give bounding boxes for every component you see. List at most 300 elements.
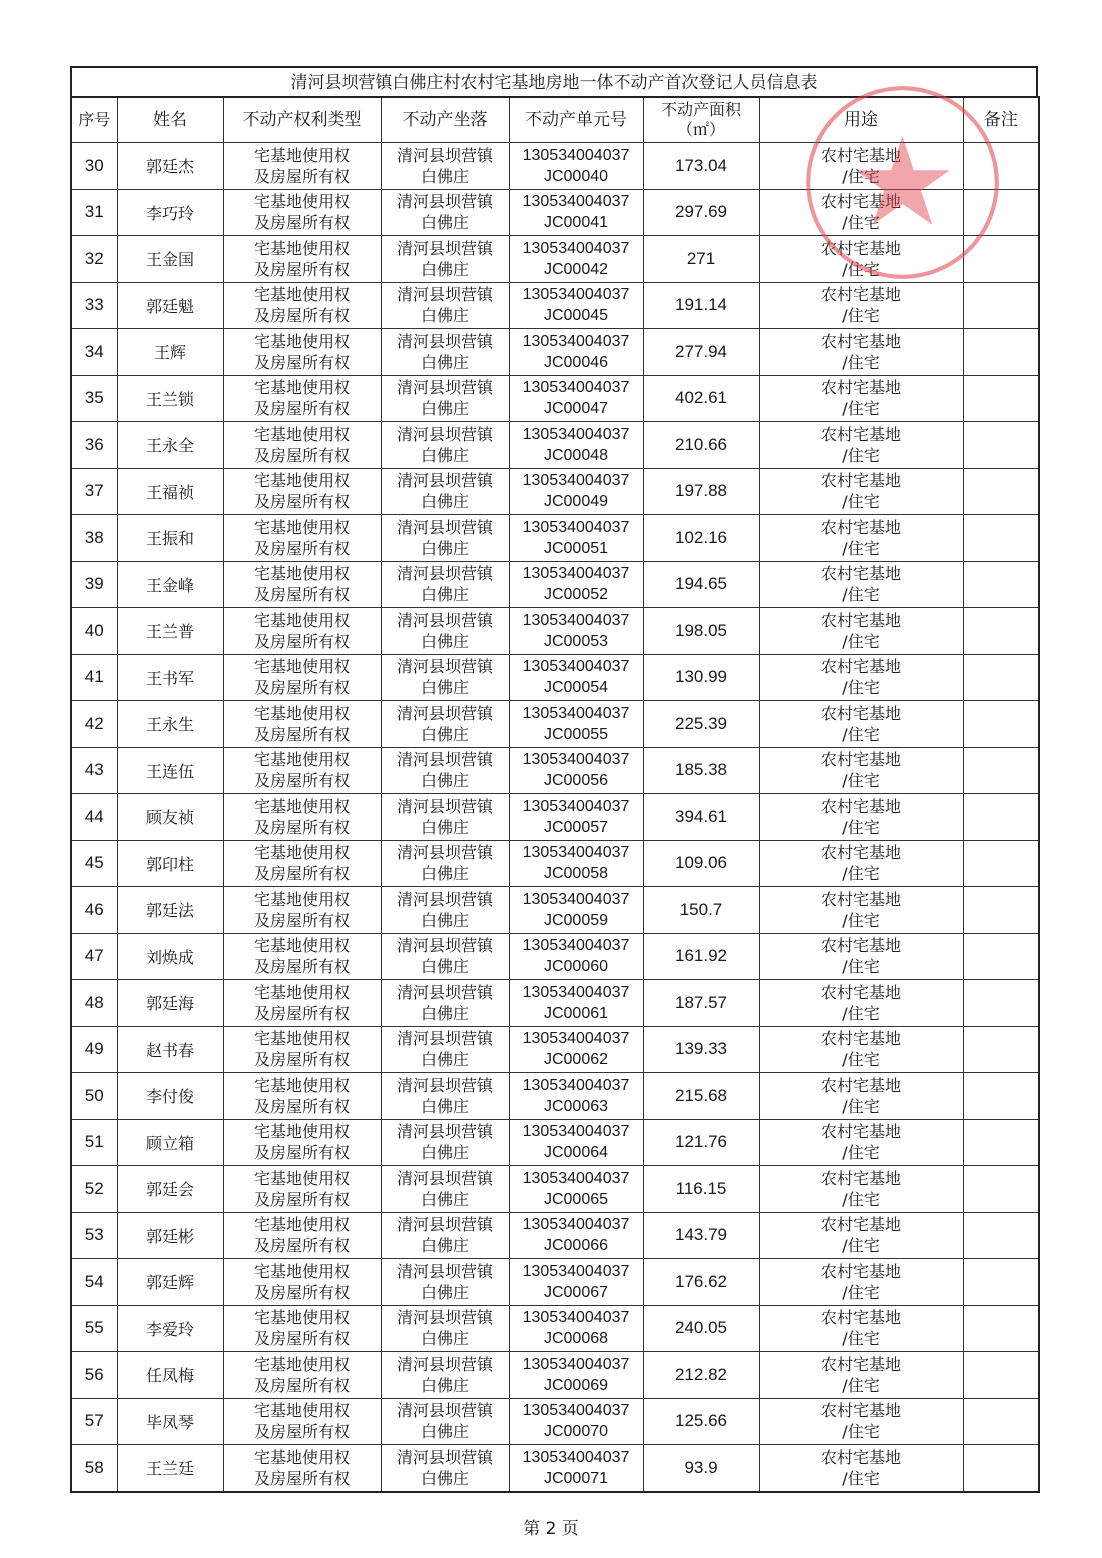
location-line: 清河县坝营镇 <box>396 1122 493 1142</box>
owner-name <box>117 1166 223 1213</box>
area <box>643 840 759 887</box>
right-type-line: 宅基地使用权 <box>253 285 350 305</box>
row-number-line: 32 <box>84 248 104 268</box>
area <box>643 1026 759 1073</box>
area-line: 116.15 <box>675 1178 727 1198</box>
usage-line: 农村宅基地 <box>820 1354 901 1374</box>
table-row <box>71 236 1039 283</box>
right-type-line: 宅基地使用权 <box>253 1215 350 1235</box>
usage-line: 农村宅基地 <box>820 610 901 630</box>
location-line: 白佛庄 <box>420 1468 469 1488</box>
row-number-line: 39 <box>84 574 104 594</box>
usage-line: 农村宅基地 <box>820 285 901 305</box>
area <box>643 282 759 329</box>
right-type-line: 宅基地使用权 <box>253 750 350 770</box>
unit-number-line: 130534004037 <box>522 1309 630 1327</box>
note <box>963 189 1039 236</box>
owner-name <box>117 980 223 1027</box>
note <box>963 282 1039 329</box>
usage <box>759 701 963 748</box>
owner-name <box>117 840 223 887</box>
usage-line: 农村宅基地 <box>820 1401 901 1421</box>
right-type-line: 宅基地使用权 <box>253 1308 350 1328</box>
right-type-line: 宅基地使用权 <box>253 378 350 398</box>
right-type-line: 宅基地使用权 <box>253 471 350 491</box>
right-type-line: 及房屋所有权 <box>253 1282 350 1302</box>
row-number-line: 33 <box>84 295 104 315</box>
location <box>381 794 509 841</box>
unit-number-line: 130534004037 <box>522 1076 630 1094</box>
usage-line: 农村宅基地 <box>820 424 901 444</box>
owner-name <box>117 375 223 422</box>
table-row <box>71 608 1039 655</box>
area <box>643 980 759 1027</box>
note <box>963 422 1039 469</box>
owner-name-line: 王辉 <box>153 343 186 363</box>
usage <box>759 1398 963 1445</box>
usage-line: 农村宅基地 <box>820 378 901 398</box>
usage-line: /住宅 <box>842 864 880 884</box>
area <box>643 1073 759 1120</box>
area-line: 121.76 <box>675 1132 727 1152</box>
unit-number <box>509 1166 643 1213</box>
usage <box>759 468 963 515</box>
right-type-line: 及房屋所有权 <box>253 864 350 884</box>
location <box>381 1073 509 1120</box>
owner-name <box>117 1119 223 1166</box>
unit-number-line: 130534004037 <box>522 146 630 164</box>
usage-line: 农村宅基地 <box>820 192 901 212</box>
header-right-type: 不动产权利类型 <box>223 97 381 143</box>
owner-name-line: 郭印柱 <box>145 854 194 874</box>
right-type-line: 宅基地使用权 <box>253 657 350 677</box>
area-line: 125.66 <box>675 1411 727 1431</box>
unit-number-line: 130534004037 <box>522 937 630 955</box>
usage-line: 农村宅基地 <box>820 843 901 863</box>
unit-number-line: JC00063 <box>543 1097 609 1115</box>
location-line: 白佛庄 <box>420 1003 469 1023</box>
owner-name-line: 郭廷辉 <box>145 1273 194 1293</box>
unit-number-line: JC00058 <box>543 865 609 883</box>
right-type <box>223 1259 381 1306</box>
unit-number <box>509 887 643 934</box>
table-row <box>71 375 1039 422</box>
row-number-line: 53 <box>84 1225 104 1245</box>
right-type-line: 宅基地使用权 <box>253 1354 350 1374</box>
row-number-line: 47 <box>84 946 104 966</box>
header-no: 序号 <box>71 97 117 143</box>
usage <box>759 933 963 980</box>
right-type-line: 宅基地使用权 <box>253 936 350 956</box>
area <box>643 608 759 655</box>
location <box>381 1305 509 1352</box>
row-number-line: 30 <box>84 155 104 175</box>
owner-name-line: 王金峰 <box>145 575 194 595</box>
owner-name <box>117 701 223 748</box>
location <box>381 468 509 515</box>
right-type-line: 宅基地使用权 <box>253 610 350 630</box>
row-number-line: 50 <box>84 1085 104 1105</box>
unit-number-line: 130534004037 <box>522 1123 630 1141</box>
table-row <box>71 701 1039 748</box>
location-line: 清河县坝营镇 <box>396 192 493 212</box>
area-line: 197.88 <box>675 481 727 501</box>
owner-name-line: 毕凤琴 <box>145 1412 194 1432</box>
usage-line: 农村宅基地 <box>820 517 901 537</box>
unit-number <box>509 236 643 283</box>
location <box>381 747 509 794</box>
table-row <box>71 189 1039 236</box>
row-number <box>71 143 117 190</box>
right-type <box>223 701 381 748</box>
usage-line: 农村宅基地 <box>820 750 901 770</box>
table-row <box>71 1352 1039 1399</box>
note <box>963 1026 1039 1073</box>
row-number <box>71 747 117 794</box>
location-line: 白佛庄 <box>420 352 469 372</box>
row-number-line: 55 <box>84 1318 104 1338</box>
row-number-line: 38 <box>84 527 104 547</box>
usage-line: /住宅 <box>842 538 880 558</box>
usage-line: 农村宅基地 <box>820 657 901 677</box>
owner-name <box>117 654 223 701</box>
owner-name <box>117 561 223 608</box>
right-type-line: 及房屋所有权 <box>253 445 350 465</box>
note <box>963 840 1039 887</box>
right-type-line: 及房屋所有权 <box>253 910 350 930</box>
area-line: 198.05 <box>675 620 727 640</box>
usage <box>759 747 963 794</box>
unit-number-line: JC00053 <box>543 632 609 650</box>
note <box>963 654 1039 701</box>
right-type-line: 宅基地使用权 <box>253 1168 350 1188</box>
location-line: 白佛庄 <box>420 166 469 186</box>
row-number <box>71 1073 117 1120</box>
location-line: 清河县坝营镇 <box>396 843 493 863</box>
right-type-line: 宅基地使用权 <box>253 192 350 212</box>
location <box>381 515 509 562</box>
usage-line: 农村宅基地 <box>820 145 901 165</box>
right-type-line: 及房屋所有权 <box>253 306 350 326</box>
location <box>381 1259 509 1306</box>
row-number-line: 57 <box>84 1411 104 1431</box>
area <box>643 329 759 376</box>
table-row <box>71 1305 1039 1352</box>
right-type-line: 及房屋所有权 <box>253 1189 350 1209</box>
right-type-line: 宅基地使用权 <box>253 517 350 537</box>
unit-number-line: 130534004037 <box>522 193 630 211</box>
registration-table <box>70 96 1040 1493</box>
row-number <box>71 561 117 608</box>
area-line: 150.7 <box>679 899 723 919</box>
unit-number-line: 130534004037 <box>522 1448 630 1466</box>
row-number <box>71 1305 117 1352</box>
location-line: 清河县坝营镇 <box>396 1261 493 1281</box>
right-type-line: 及房屋所有权 <box>253 1143 350 1163</box>
usage-line: /住宅 <box>842 1143 880 1163</box>
usage-line: /住宅 <box>842 1096 880 1116</box>
row-number-line: 37 <box>84 481 104 501</box>
row-number-line: 40 <box>84 620 104 640</box>
note <box>963 468 1039 515</box>
usage <box>759 1259 963 1306</box>
unit-number <box>509 1026 643 1073</box>
area-line: 191.14 <box>675 295 727 315</box>
area <box>643 1259 759 1306</box>
location-line: 清河县坝营镇 <box>396 796 493 816</box>
right-type <box>223 515 381 562</box>
area-line: 93.9 <box>684 1457 718 1477</box>
location <box>381 654 509 701</box>
owner-name <box>117 933 223 980</box>
owner-name-line: 王兰普 <box>145 622 194 642</box>
right-type <box>223 1212 381 1259</box>
location <box>381 701 509 748</box>
row-number <box>71 1352 117 1399</box>
location-line: 白佛庄 <box>420 585 469 605</box>
right-type-line: 及房屋所有权 <box>253 492 350 512</box>
area <box>643 1305 759 1352</box>
usage <box>759 515 963 562</box>
usage <box>759 1445 963 1492</box>
owner-name <box>117 1398 223 1445</box>
usage <box>759 887 963 934</box>
location-line: 清河县坝营镇 <box>396 285 493 305</box>
area <box>643 468 759 515</box>
location-line: 白佛庄 <box>420 957 469 977</box>
note <box>963 794 1039 841</box>
location-line: 白佛庄 <box>420 724 469 744</box>
row-number-line: 36 <box>84 434 104 454</box>
usage <box>759 1026 963 1073</box>
right-type <box>223 1305 381 1352</box>
table-row <box>71 282 1039 329</box>
unit-number <box>509 701 643 748</box>
owner-name-line: 郭廷魁 <box>145 296 194 316</box>
usage-line: /住宅 <box>842 957 880 977</box>
location-line: 清河县坝营镇 <box>396 1401 493 1421</box>
location <box>381 375 509 422</box>
owner-name-line: 顾友祯 <box>145 808 194 828</box>
location <box>381 1398 509 1445</box>
area-line: 212.82 <box>675 1364 727 1384</box>
unit-number <box>509 1398 643 1445</box>
owner-name-line: 顾立箱 <box>145 1133 194 1153</box>
header-row <box>71 97 1039 143</box>
unit-number-line: JC00068 <box>543 1330 609 1348</box>
usage-line: 农村宅基地 <box>820 1122 901 1142</box>
owner-name <box>117 747 223 794</box>
location-line: 清河县坝营镇 <box>396 471 493 491</box>
owner-name <box>117 329 223 376</box>
location <box>381 282 509 329</box>
unit-number-line: JC00047 <box>543 400 609 418</box>
table-row <box>71 1259 1039 1306</box>
usage <box>759 422 963 469</box>
note <box>963 747 1039 794</box>
owner-name <box>117 1305 223 1352</box>
area-line: 277.94 <box>675 341 727 361</box>
row-number <box>71 375 117 422</box>
usage <box>759 282 963 329</box>
row-number <box>71 236 117 283</box>
area <box>643 189 759 236</box>
unit-number-line: JC00062 <box>543 1051 609 1069</box>
unit-number <box>509 840 643 887</box>
usage-line: /住宅 <box>842 399 880 419</box>
note <box>963 1398 1039 1445</box>
location-line: 白佛庄 <box>420 1375 469 1395</box>
unit-number-line: 130534004037 <box>522 332 630 350</box>
location <box>381 840 509 887</box>
area <box>643 561 759 608</box>
row-number-line: 54 <box>84 1271 104 1291</box>
usage-line: /住宅 <box>842 492 880 512</box>
unit-number-line: JC00045 <box>543 307 609 325</box>
right-type <box>223 747 381 794</box>
row-number <box>71 1166 117 1213</box>
right-type <box>223 329 381 376</box>
usage-line: /住宅 <box>842 1329 880 1349</box>
usage-line: /住宅 <box>842 631 880 651</box>
area-line: 215.68 <box>675 1085 727 1105</box>
table-row <box>71 1445 1039 1492</box>
row-number <box>71 1212 117 1259</box>
unit-number <box>509 1305 643 1352</box>
document-sheet <box>70 66 1038 1493</box>
usage-line: 农村宅基地 <box>820 331 901 351</box>
owner-name <box>117 189 223 236</box>
owner-name <box>117 794 223 841</box>
owner-name <box>117 515 223 562</box>
owner-name-line: 王书军 <box>145 668 194 688</box>
location <box>381 189 509 236</box>
owner-name-line: 王振和 <box>145 529 194 549</box>
note <box>963 375 1039 422</box>
owner-name <box>117 143 223 190</box>
unit-number-line: JC00056 <box>543 772 609 790</box>
right-type-line: 宅基地使用权 <box>253 1122 350 1142</box>
header-note: 备注 <box>963 97 1039 143</box>
location <box>381 887 509 934</box>
right-type-line: 及房屋所有权 <box>253 1050 350 1070</box>
unit-number <box>509 143 643 190</box>
row-number-line: 43 <box>84 760 104 780</box>
note <box>963 515 1039 562</box>
usage <box>759 980 963 1027</box>
location-line: 白佛庄 <box>420 213 469 233</box>
header-area: 不动产面积（㎡） <box>643 97 759 143</box>
usage-line: /住宅 <box>842 585 880 605</box>
row-number <box>71 515 117 562</box>
note <box>963 329 1039 376</box>
row-number-line: 56 <box>84 1364 104 1384</box>
owner-name-line: 王福祯 <box>145 482 194 502</box>
unit-number-line: 130534004037 <box>522 844 630 862</box>
unit-number-line: 130534004037 <box>522 1355 630 1373</box>
header-unit-no: 不动产单元号 <box>509 97 643 143</box>
usage-line: 农村宅基地 <box>820 1168 901 1188</box>
unit-number-line: 130534004037 <box>522 1169 630 1187</box>
usage-line: 农村宅基地 <box>820 471 901 491</box>
location <box>381 1352 509 1399</box>
right-type-line: 宅基地使用权 <box>253 889 350 909</box>
area-line: 210.66 <box>675 434 727 454</box>
row-number-line: 31 <box>84 202 104 222</box>
area-line: 194.65 <box>675 574 727 594</box>
usage-line: /住宅 <box>842 817 880 837</box>
usage-line: /住宅 <box>842 306 880 326</box>
unit-number <box>509 1445 643 1492</box>
area <box>643 747 759 794</box>
right-type-line: 及房屋所有权 <box>253 1003 350 1023</box>
location-line: 清河县坝营镇 <box>396 517 493 537</box>
right-type-line: 宅基地使用权 <box>253 145 350 165</box>
unit-number <box>509 933 643 980</box>
header-location: 不动产坐落 <box>381 97 509 143</box>
unit-number-line: 130534004037 <box>522 472 630 490</box>
location-line: 白佛庄 <box>420 1189 469 1209</box>
unit-number <box>509 794 643 841</box>
right-type <box>223 1026 381 1073</box>
location <box>381 143 509 190</box>
location-line: 白佛庄 <box>420 864 469 884</box>
right-type-line: 宅基地使用权 <box>253 1029 350 1049</box>
right-type-line: 及房屋所有权 <box>253 771 350 791</box>
row-number <box>71 282 117 329</box>
location-line: 清河县坝营镇 <box>396 145 493 165</box>
usage-line: /住宅 <box>842 352 880 372</box>
usage <box>759 375 963 422</box>
owner-name-line: 李巧玲 <box>145 203 194 223</box>
row-number <box>71 329 117 376</box>
right-type-line: 宅基地使用权 <box>253 331 350 351</box>
unit-number <box>509 1073 643 1120</box>
unit-number-line: JC00040 <box>543 167 609 185</box>
unit-number-line: JC00065 <box>543 1190 609 1208</box>
table-row <box>71 980 1039 1027</box>
unit-number-line: JC00069 <box>543 1376 609 1394</box>
location-line: 白佛庄 <box>420 259 469 279</box>
right-type-line: 及房屋所有权 <box>253 1422 350 1442</box>
row-number <box>71 422 117 469</box>
area-line: 225.39 <box>675 713 727 733</box>
area-line: 185.38 <box>675 760 727 780</box>
table-row <box>71 1119 1039 1166</box>
location-line: 清河县坝营镇 <box>396 1215 493 1235</box>
table-row <box>71 654 1039 701</box>
right-type <box>223 1352 381 1399</box>
location <box>381 980 509 1027</box>
area <box>643 515 759 562</box>
usage <box>759 561 963 608</box>
table-row <box>71 840 1039 887</box>
row-number <box>71 1026 117 1073</box>
table-row <box>71 1398 1039 1445</box>
owner-name <box>117 282 223 329</box>
row-number <box>71 189 117 236</box>
right-type-line: 及房屋所有权 <box>253 259 350 279</box>
right-type <box>223 282 381 329</box>
row-number <box>71 887 117 934</box>
row-number-line: 34 <box>84 341 104 361</box>
row-number <box>71 1119 117 1166</box>
row-number-line: 51 <box>84 1132 104 1152</box>
right-type-line: 及房屋所有权 <box>253 817 350 837</box>
location-line: 清河县坝营镇 <box>396 331 493 351</box>
owner-name <box>117 1073 223 1120</box>
location-line: 清河县坝营镇 <box>396 1029 493 1049</box>
